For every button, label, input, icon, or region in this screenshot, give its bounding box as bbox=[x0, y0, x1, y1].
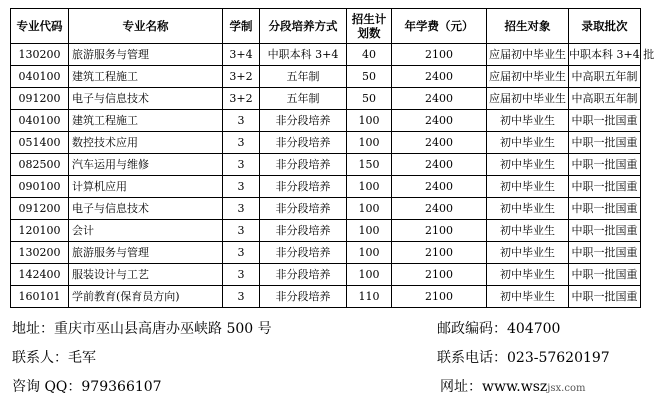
cell-duration: 3 bbox=[223, 286, 260, 308]
cell-quota: 100 bbox=[347, 110, 392, 132]
cell-mode: 非分段培养 bbox=[260, 264, 347, 286]
cell-quota: 40 bbox=[347, 44, 392, 66]
cell-target: 初中毕业生 bbox=[487, 198, 569, 220]
cell-duration: 3 bbox=[223, 264, 260, 286]
cell-quota: 100 bbox=[347, 242, 392, 264]
watermark: jsx.com bbox=[547, 383, 586, 394]
cell-fee: 2100 bbox=[392, 220, 487, 242]
cell-name: 旅游服务与管理 bbox=[69, 44, 223, 66]
table-row bbox=[11, 242, 641, 264]
cell-name: 电子与信息技术 bbox=[69, 88, 223, 110]
cell-batch: 中职一批国重 bbox=[569, 286, 641, 308]
cell-name: 建筑工程施工 bbox=[69, 110, 223, 132]
cell-code: 160101 bbox=[11, 286, 69, 308]
cell-quota: 50 bbox=[347, 88, 392, 110]
table-header-row bbox=[11, 9, 641, 44]
cell-mode: 非分段培养 bbox=[260, 154, 347, 176]
table-row bbox=[11, 132, 641, 154]
header-code: 专业代码 bbox=[11, 9, 69, 44]
table-row bbox=[11, 198, 641, 220]
cell-duration: 3 bbox=[223, 132, 260, 154]
cell-mode: 中职本科 3+4 bbox=[260, 44, 347, 66]
footer-website bbox=[440, 376, 585, 396]
cell-fee: 2400 bbox=[392, 132, 487, 154]
cell-fee: 2400 bbox=[392, 88, 487, 110]
cell-batch: 中职一批国重 bbox=[569, 242, 641, 264]
cell-target: 初中毕业生 bbox=[487, 242, 569, 264]
cell-mode: 非分段培养 bbox=[260, 110, 347, 132]
cell-quota: 100 bbox=[347, 176, 392, 198]
header-batch: 录取批次 bbox=[569, 9, 641, 44]
table-row bbox=[11, 88, 641, 110]
cell-name: 学前教育(保育员方向) bbox=[69, 286, 223, 308]
cell-target: 初中毕业生 bbox=[487, 132, 569, 154]
cell-code: 120100 bbox=[11, 220, 69, 242]
cell-duration: 3 bbox=[223, 110, 260, 132]
footer-address: 地址：重庆市巫山县高唐办巫峡路 500 号 bbox=[12, 321, 272, 337]
cell-target: 初中毕业生 bbox=[487, 110, 569, 132]
cell-batch: 中职本科 3+4 批 bbox=[569, 44, 641, 66]
cell-mode: 非分段培养 bbox=[260, 176, 347, 198]
cell-target: 应届初中毕业生 bbox=[487, 88, 569, 110]
cell-quota: 150 bbox=[347, 154, 392, 176]
cell-target: 应届初中毕业生 bbox=[487, 44, 569, 66]
cell-batch: 中职一批国重 bbox=[569, 110, 641, 132]
cell-target: 初中毕业生 bbox=[487, 264, 569, 286]
cell-duration: 3+2 bbox=[223, 88, 260, 110]
cell-batch: 中职一批国重 bbox=[569, 154, 641, 176]
cell-code: 040100 bbox=[11, 66, 69, 88]
cell-code: 082500 bbox=[11, 154, 69, 176]
cell-fee: 2400 bbox=[392, 110, 487, 132]
table-row bbox=[11, 220, 641, 242]
cell-target: 应届初中毕业生 bbox=[487, 66, 569, 88]
cell-mode: 非分段培养 bbox=[260, 242, 347, 264]
cell-duration: 3 bbox=[223, 242, 260, 264]
cell-mode: 非分段培养 bbox=[260, 220, 347, 242]
website-link[interactable]: www.wsz bbox=[482, 379, 548, 395]
header-duration: 学制 bbox=[223, 9, 260, 44]
footer-postcode: 邮政编码：404700 bbox=[437, 321, 561, 337]
cell-quota: 100 bbox=[347, 220, 392, 242]
cell-name: 电子与信息技术 bbox=[69, 198, 223, 220]
cell-quota: 100 bbox=[347, 198, 392, 220]
cell-name: 服装设计与工艺 bbox=[69, 264, 223, 286]
website-label: 网址： bbox=[440, 379, 482, 395]
cell-code: 090100 bbox=[11, 176, 69, 198]
table-row bbox=[11, 264, 641, 286]
enrollment-table bbox=[10, 8, 654, 308]
cell-quota: 50 bbox=[347, 66, 392, 88]
table-row bbox=[11, 154, 641, 176]
cell-duration: 3 bbox=[223, 176, 260, 198]
cell-batch: 中高职五年制 bbox=[569, 66, 641, 88]
cell-batch: 中职一批国重 bbox=[569, 264, 641, 286]
table-row bbox=[11, 110, 641, 132]
cell-batch: 中职一批国重 bbox=[569, 220, 641, 242]
cell-duration: 3+4 bbox=[223, 44, 260, 66]
cell-duration: 3 bbox=[223, 154, 260, 176]
cell-target: 初中毕业生 bbox=[487, 154, 569, 176]
footer-contact: 联系人：毛军 bbox=[12, 350, 96, 366]
cell-code: 130200 bbox=[11, 242, 69, 264]
cell-fee: 2400 bbox=[392, 198, 487, 220]
cell-duration: 3 bbox=[223, 198, 260, 220]
header-target: 招生对象 bbox=[487, 9, 569, 44]
table-row bbox=[11, 176, 641, 198]
cell-target: 初中毕业生 bbox=[487, 286, 569, 308]
footer-phone: 联系电话：023-57620197 bbox=[437, 350, 610, 366]
cell-code: 130200 bbox=[11, 44, 69, 66]
cell-mode: 五年制 bbox=[260, 66, 347, 88]
footer-qq: 咨询 QQ：979366107 bbox=[12, 379, 162, 395]
cell-fee: 2100 bbox=[392, 286, 487, 308]
cell-target: 初中毕业生 bbox=[487, 220, 569, 242]
cell-quota: 110 bbox=[347, 286, 392, 308]
cell-name: 汽车运用与维修 bbox=[69, 154, 223, 176]
cell-batch: 中职一批国重 bbox=[569, 132, 641, 154]
cell-quota: 100 bbox=[347, 132, 392, 154]
table-row bbox=[11, 44, 641, 66]
cell-mode: 非分段培养 bbox=[260, 286, 347, 308]
cell-fee: 2100 bbox=[392, 242, 487, 264]
table-row bbox=[11, 286, 641, 308]
cell-name: 建筑工程施工 bbox=[69, 66, 223, 88]
header-quota: 招生计划数 bbox=[347, 9, 392, 44]
cell-target: 初中毕业生 bbox=[487, 176, 569, 198]
header-mode: 分段培养方式 bbox=[260, 9, 347, 44]
cell-name: 旅游服务与管理 bbox=[69, 242, 223, 264]
cell-fee: 2100 bbox=[392, 264, 487, 286]
cell-code: 051400 bbox=[11, 132, 69, 154]
cell-fee: 2100 bbox=[392, 44, 487, 66]
cell-code: 142400 bbox=[11, 264, 69, 286]
cell-code: 091200 bbox=[11, 88, 69, 110]
cell-fee: 2400 bbox=[392, 66, 487, 88]
cell-mode: 非分段培养 bbox=[260, 198, 347, 220]
cell-fee: 2400 bbox=[392, 176, 487, 198]
cell-code: 040100 bbox=[11, 110, 69, 132]
cell-name: 会计 bbox=[69, 220, 223, 242]
cell-batch: 中高职五年制 bbox=[569, 88, 641, 110]
cell-duration: 3+2 bbox=[223, 66, 260, 88]
table-row bbox=[11, 66, 641, 88]
cell-batch: 中职一批国重 bbox=[569, 198, 641, 220]
cell-duration: 3 bbox=[223, 220, 260, 242]
header-name: 专业名称 bbox=[69, 9, 223, 44]
cell-quota: 100 bbox=[347, 264, 392, 286]
table-body bbox=[11, 44, 654, 308]
cell-name: 计算机应用 bbox=[69, 176, 223, 198]
cell-batch: 中职一批国重 bbox=[569, 176, 641, 198]
cell-name: 数控技术应用 bbox=[69, 132, 223, 154]
cell-code: 091200 bbox=[11, 198, 69, 220]
header-fee: 年学费（元） bbox=[392, 9, 487, 44]
cell-mode: 五年制 bbox=[260, 88, 347, 110]
cell-fee: 2400 bbox=[392, 154, 487, 176]
cell-mode: 非分段培养 bbox=[260, 132, 347, 154]
